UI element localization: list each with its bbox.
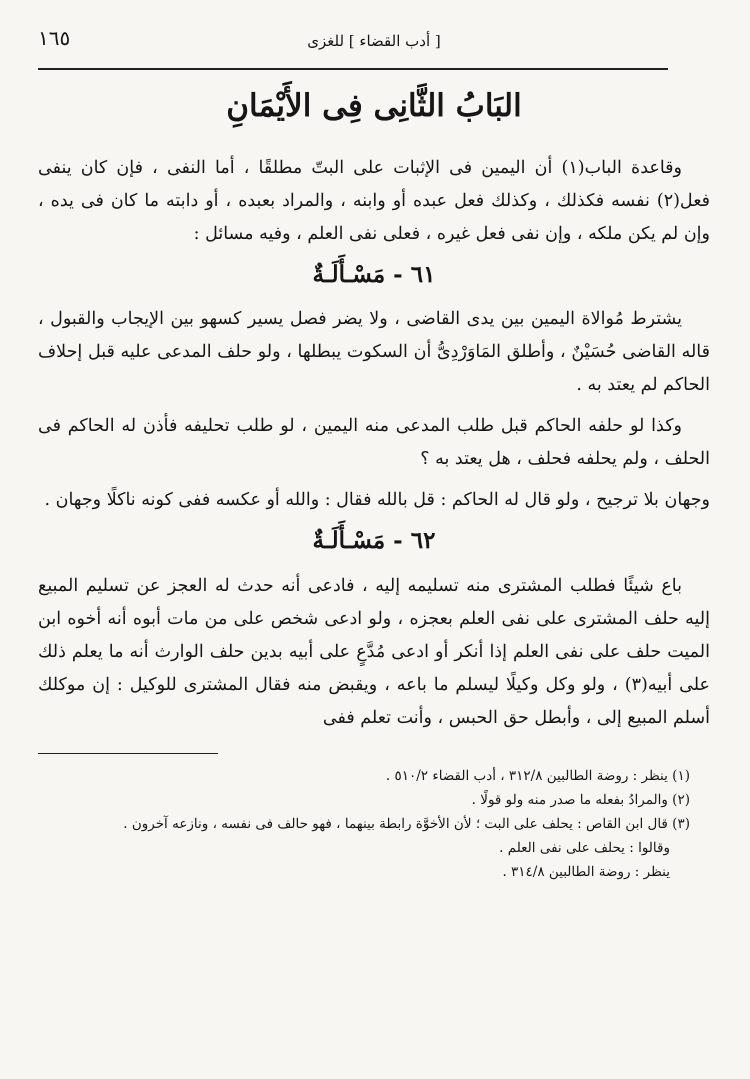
footnote: (٢) والمرادُ بفعله ما صدر منه ولو قولًا . [471, 791, 690, 808]
paragraph: وجهان بلا ترجيح ، ولو قال له الحاكم : قل بالله فقال : والله أو عكسه ففى كونه ناكلًا وجهان . [44, 490, 710, 511]
paragraph: يشترط مُوالاة اليمين بين يدى القاضى ، ولا يضر فصل يسير كسهو بين الإيجاب والقبول ، قاله القاضى حُسَيْنٌ ، وأطلق المَاوَرْدِىُّ أن السكوت يبطلها ، ولو حلف المدعى عليه قبل إحلاف الحاكم لم يعتد به . [38, 309, 710, 396]
paragraph: باع شيئًا فطلب المشترى منه تسليمه إليه ، فادعى أنه حدث له العجز عن تسليم المبيع إليه حلف المشترى على نفى العلم بعجزه ، ولو ادعى شخص على من مات أبوه أنه أخوه ابن الميت حلف على نفى العلم إذا أنكر أو ادعى مُدَّعٍ على أبيه بدين حلف الوارث أنه ما يعلم ذلك على أبيه(٣) ، ولو وكل وكيلًا ليسلم ما باعه ، ويقبض منه فقال المشترى للوكيل : إن موكلك أسلم المبيع إلى ، وأبطل حق الحبس ، وأنت تعلم ففى [38, 575, 710, 728]
footnotes [38, 764, 710, 884]
page-number: ١٦٥ [38, 26, 71, 50]
footnote-rule [38, 753, 218, 754]
intro-paragraph: وقاعدة الباب(١) أن اليمين فى الإثبات على البتّ مطلقًا ، أما النفى ، فإن كان ينفى فعل(٢) نفسه فكذلك ، وكذلك فعل عبده أو وابنه ، والمراد بعبده ، أو دابته ما كان فى يده ، وإن لم يكن ملكه ، وإن نفى فعل غيره ، فعلى نفى العلم ، وفيه مسائل : [38, 158, 710, 245]
chapter-title: البَابُ الثَّانِى فِى الأَيْمَانِ [226, 88, 522, 124]
section-heading-61: ٦١ - مَسْـأَلَـةٌ [312, 261, 436, 289]
header-rule [38, 68, 668, 70]
section-heading-62: ٦٢ - مَسْـأَلَـةٌ [312, 527, 436, 555]
footnote: (١) ينظر : روضة الطالبين ٣١٢/٨ ، أدب القضاء ٥١٠/٢ . [385, 767, 690, 784]
page-header [38, 0, 710, 72]
running-title: [ أدب القضاء ] للغزى [307, 32, 441, 50]
footnote-continuation: وقالوا : يحلف على نفى العلم . [499, 839, 670, 856]
paragraph: وكذا لو حلفه الحاكم قبل طلب المدعى منه اليمين ، لو طلب تحليفه فأذن له الحاكم فى الحلف ، ولم يحلفه فحلف ، هل يعتد به ؟ [38, 416, 710, 470]
footnote: (٣) قال ابن القاص : يحلف على البت ؛ لأن الأخوَّة رابطة بينهما ، فهو حالف فى نفسه ، ونازعه آخرون . [123, 815, 690, 832]
footnote-continuation: ينظر : روضة الطالبين ٣١٤/٨ . [502, 863, 670, 880]
